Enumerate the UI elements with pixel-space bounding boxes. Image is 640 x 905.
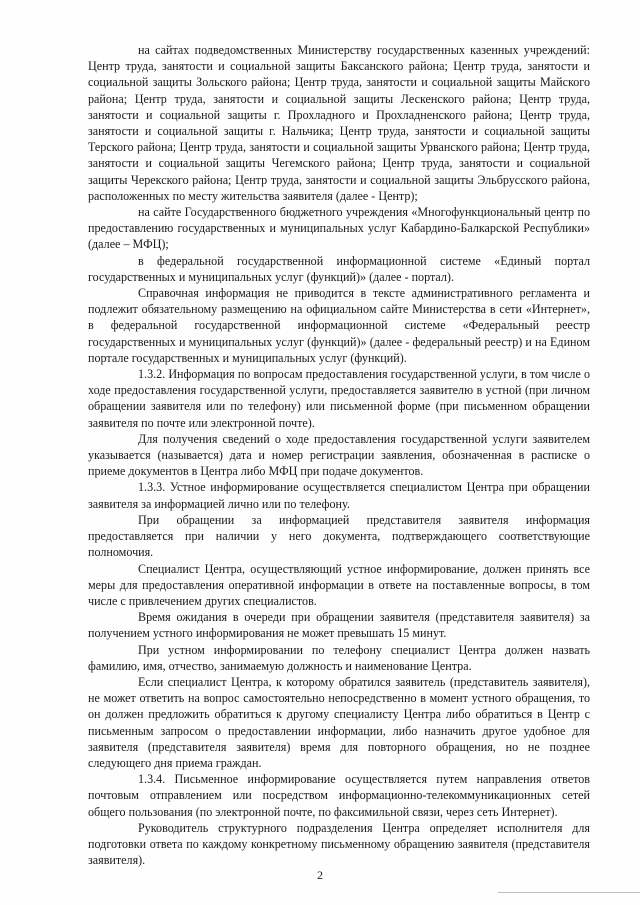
paragraph-head-of-unit: Руководитель структурного подразделения Центра определяет исполнителя для подготовки ответа по каждому конкретному письменному обращению заявителя (представителя заявителя).: [88, 820, 590, 868]
paragraph-centers-list: на сайтах подведомственных Министерству государственных казенных учреждений: Центр труда, занятости и социальной защиты Баксанского района; Центр труда, занятости и социальной защиты Зольского района; Центр труда, занятости и социальной защиты Майского района; Центр труда, занятости и социальной защиты Лескенского района; Центр труда, занятости и социальной защиты г. Прохладного и Прохладненского района; Центр труда, занятости и социальной защиты г. Нальчика; Центр труда, занятости и социальной защиты Терского района; Центр труда, занятости и социальной защиты Урванского района; Центр труда, занятости и социальной защиты Чегемского района; Центр труда, занятости и социальной защиты Черекского района; Центр труда, занятости и социальной защиты Эльбрусского района, расположенных по месту жительства заявителя (далее - Центр);: [88, 43, 590, 203]
paragraph-1-3-3: 1.3.3. Устное информирование осуществляется специалистом Центра при обращении заявителя за информацией лично или по телефону.: [88, 480, 590, 511]
paragraph-status-request: Для получения сведений о ходе предоставления государственной услуги заявителем указывается (называется) дата и номер регистрации заявления, обозначенная в расписке о приеме документов в Центра либо МФЦ при подаче документов.: [88, 431, 590, 479]
paragraph-specialist-duties: Специалист Центра, осуществляющий устное информирование, должен принять все меры для предоставления оперативной информации в ответе на поставленные вопросы, в том числе с привлечением других специалистов.: [88, 561, 590, 608]
paragraph-mfc-site: на сайте Государственного бюджетного учреждения «Многофункциональный центр по предоставлению государственных и муниципальных услуг Кабардино-Балкарской Республики» (далее – МФЦ);: [88, 205, 590, 252]
paragraph-reference-info: Справочная информация не приводится в тексте административного регламента и подлежит обязательному размещению на официальном сайте Министерства в сети «Интернет», в федеральной государственной информационной системе «Федеральный реестр государственных и муниципальных услуг (функций)» (далее - федеральный реестр) и на Едином портале государственных и муниципальных услуг (функций).: [88, 286, 590, 365]
paragraph-representative: При обращении за информацией представителя заявителя информация предоставляется при наличии у него документа, подтверждающего соответствующие полномочия.: [88, 512, 590, 560]
scan-edge-line: [498, 892, 640, 893]
page-number: 2: [317, 868, 323, 882]
paragraph-federal-portal: в федеральной государственной информационной системе «Единый портал государственных и муниципальных услуг (функций)» (далее - портал).: [88, 253, 590, 284]
document-body: [88, 42, 590, 868]
paragraph-redirect: Если специалист Центра, к которому обратился заявитель (представитель заявителя), не может ответить на вопрос самостоятельно непосредственно в момент устного обращения, то он должен предложить обратиться к другому специалисту Центра либо обратиться в Центр с письменным запросом о предоставлении информации, либо назначить другое удобное для заявителя (представителя заявителя) время для повторного обращения, но не позднее следующего дня приема граждан.: [88, 674, 590, 770]
paragraph-1-3-4: 1.3.4. Письменное информирование осуществляется путем направления ответов почтовым отправлением или посредством информационно-телекоммуникационных сетей общего пользования (по электронной почте, по факсимильной связи, через сеть Интернет).: [88, 772, 590, 819]
paragraph-wait-time: Время ожидания в очереди при обращении заявителя (представителя заявителя) за получением устного информирования не может превышать 15 минут.: [88, 610, 590, 641]
paragraph-1-3-2: 1.3.2. Информация по вопросам предоставления государственной услуги, в том числе о ходе предоставления государственной услуги, предоставляется заявителю в устной (при личном обращении заявителя или по телефону) или письменной форме (при письменном обращении заявителя по почте или электронной почте).: [88, 367, 590, 430]
paragraph-phone-info: При устном информировании по телефону специалист Центра должен назвать фамилию, имя, отчество, занимаемую должность и наименование Центра.: [88, 642, 590, 673]
